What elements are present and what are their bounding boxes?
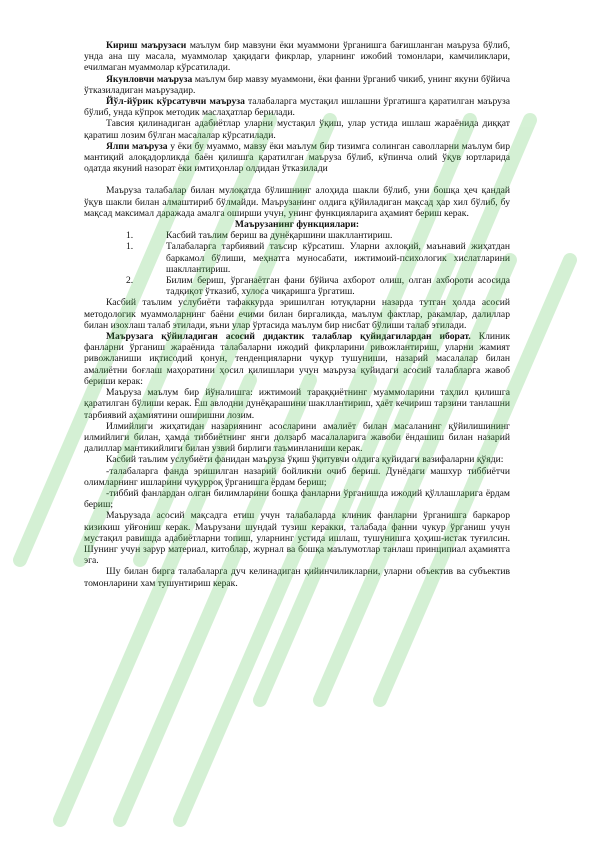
dash-item: -талабаларга фанда эришилган назарий бойликни очиб бериш. Дунёдаги машхур тиббиётчи олимларнинг ишларини чуқурроқ ўрганишга ёрдам бериш; xyxy=(84,465,510,488)
paragraph-tasks: Касбий таълим услубиёти фанидан маъруза ўқиш ўқитувчи олдига қуйидаги вазифаларни қўяди: xyxy=(106,454,504,466)
literature-text: Тавсия қилинадиган адабиётлар уларни мустақил ўқиш, улар устида ишлаш жараёнида диққат қаратиш лозим бўлган масалалар кўрсатилади. xyxy=(84,118,510,141)
function-number: 1. xyxy=(126,230,134,242)
function-text: Талабаларга тарбиявий таъсир кўрсатиш. Уларни ахлоқий, маънавий жиҳатдан баркамол бўлиши, меҳнатга муносабати, ижтимоий-психологик хислатларини шакллантириш. xyxy=(166,241,510,275)
paragraph-methodology: Касбий таълим услубиёти тафаккурда эришилган ютуқларни назарда тутган ҳолда асосий методологик муаммоларнинг баёни ечими билан биргаликда, маълум фактлар, ракамлар, далиллар билан изохлаш талаб этилади, яъни улар ўртасида маълум бир нисбат бўлиши талаб этилади. xyxy=(84,297,510,331)
term-final-lecture: Якунловчи маъруза xyxy=(106,73,193,85)
paragraph-final-lecture xyxy=(84,74,510,96)
functions-heading: Маърузанинг функциялари: xyxy=(234,219,360,231)
paragraph-final: Шу билан бирга талабаларга дуч келинадиган қийинчиликларни, уларни объектив ва субъектив томонларини хам тушунтириш керак. xyxy=(84,566,510,589)
function-number: 1. xyxy=(126,241,134,253)
requirements-heading: Маърузага қўйиладиган асосий дидактик талаблар қуйидагилардан иборат. xyxy=(106,331,471,343)
paragraph-science: Илмийлиги жиҳатидан назариянинг асосларини амалиёт билан масаланинг қўйилишининг илмийлиги билан, ҳамда тиббиётнинг янги долзарб масалаларига жавоби ёндашиш билан назарий далиллар мантикийлиги билан узвий бирлиги таъминланиши керак. xyxy=(84,420,510,455)
function-item xyxy=(84,230,510,241)
spacer xyxy=(84,174,510,185)
paragraph-lecture-form: Маъруза талабалар билан мулоқатда бўлишнинг алоҳида шакли бўлиб, уни бошқа ҳеч қандай ўқув шакли билан алмаштириб бўлмайди. Маърузанинг олдига қўйиладиган мақсад ҳар хил бўлиб, бу мақсад максимал даражада амалга оширши учун, унинг функцияларига аҳамият бериш керак. xyxy=(84,185,510,219)
dash-item: -тиббий фанлардан олган билимларини бошқа фанларни ўрганишда ижодий қўллашларига ёрдам бериш; xyxy=(84,487,510,511)
definition-general-lecture: у ёки бу муаммо, мавзу ёки маълум бир тизимга солинган саволларни маълум бир мантиқий алоқадорликда баён қилишга қаратилган маъруза бўлиб, кўпинча олий ўқув юртларида одатда якуний назорат ёки имтиҳонлар олдидан ўтказилади xyxy=(84,140,510,175)
definition-intro-lecture: маълум бир мавзуни ёки муаммони ўрганишга бағишланган маъруза бўлиб, унда ана шу масала, муаммолар ҳақидаги фикрлар, уларнинг ижобий томонлари, камчиликлари, ечилмаган муаммолар кўрсатилади. xyxy=(84,40,510,74)
term-general-lecture: Ялпи маъруза xyxy=(106,140,168,152)
requirements-text: Клиник фанларни ўрганиш жараёнида талабаларни ижодий фикрларини ривожлантириш, уларни жамият ривожланиши иқтисодий қонун, тенденцияларни чуқур тушуниши, назарий масалалар билан амалиётни боғлаш маҳоратини ҳосил қилишлари учун маъруза қуйидаги асосий талабларга жавоб бериши керак: xyxy=(84,331,510,387)
paragraph-requirements xyxy=(84,331,510,387)
definition-guiding-lecture: талабаларга мустақил ишлашни ўргатишга қаратилган маъруза бўлиб, унда кўпрок методик маслаҳатлар берилади. xyxy=(84,96,510,119)
paragraph-guiding-lecture xyxy=(84,96,510,118)
paragraph-general-lecture xyxy=(84,141,510,175)
document-page xyxy=(84,40,510,589)
paragraph-purpose: Маърузада асосий мақсадга етиш учун талабаларда клиник фанларни ўрганишга баркарор кизикиш уйғониш керак. Маърузани шундай тузиш керакки, талабада фанни чукур ўрганиш учун мустақил равишда адабиётларни топиш, уларнинг устида ишлаш, тушунишга ҳоҳиш-истак туғилсин. Шунинг учун зарур материал, китоблар, журнал ва бошқа маълумотлар танлаш принципиал аҳамиятга эга. xyxy=(84,510,510,567)
function-item xyxy=(84,275,510,297)
paragraph-ideology: Маъруза маълум бир йўналишга: ижтимоий тараққиётнинг муаммоларини таҳлил қилишга қаратилган бўлиши керак. Ёш авлодни дунёқарашини шакллантириш, ҳаёт кечириш тарзини танлашни тарбиявий аҳамиятини оширишни лозим. xyxy=(84,387,510,421)
function-text: Билим бериш, ўрганаётган фани бўйича ахборот олиш, олган ахбороти асосида тадқиқот ўтказиб, хулоса чиқаришга ўргатиш. xyxy=(166,275,510,298)
function-item xyxy=(84,241,510,275)
function-text: Касбий таълим бериш ва дунёқаршини шакллантириш. xyxy=(166,230,393,242)
function-number: 2. xyxy=(126,275,134,287)
definition-final-lecture: маълум бир мавзу муаммони, ёки фанни ўрганиб чикиб, унинг якуни бўйича ўтказиладиган маърузадир. xyxy=(84,73,510,96)
paragraph-intro-lecture xyxy=(84,40,510,74)
term-intro-lecture: Кириш маърузаси xyxy=(106,40,187,51)
term-guiding-lecture: Йўл-йўрик кўрсатувчи маъруза xyxy=(106,96,245,108)
paragraph-literature xyxy=(84,118,510,140)
